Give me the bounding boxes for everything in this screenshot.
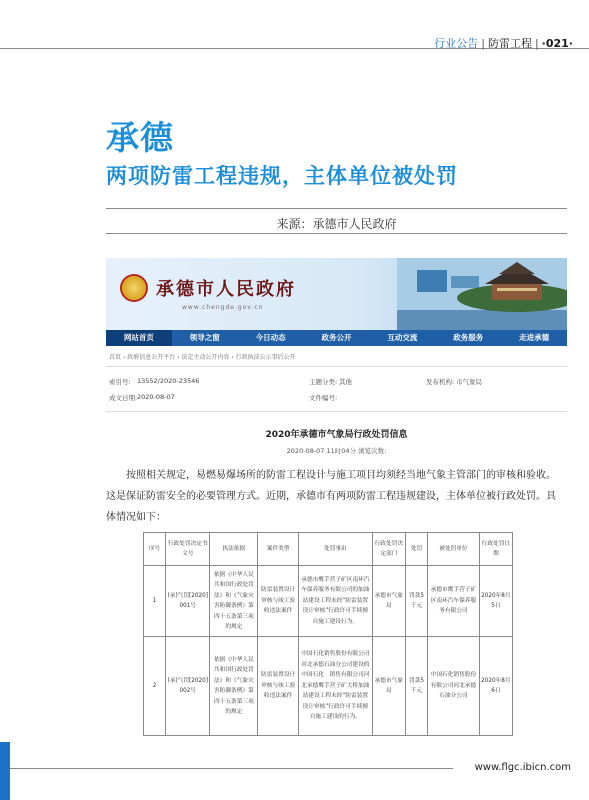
table-row	[144, 637, 513, 736]
site-url: www.chengde.gov.cn	[182, 304, 264, 311]
site-name: 承德市人民政府	[156, 279, 296, 300]
table-cell: 防雷装置设计审核与竣工验收违法案件	[258, 566, 299, 637]
org-value: 市气象局	[456, 378, 482, 386]
table-cell: 中国石化销售股份有限公司河北承德石油分公司	[428, 637, 480, 736]
table-cell: 2	[144, 637, 166, 736]
nav-item-interaction[interactable]: 互动交流	[387, 333, 418, 342]
table-cell: 承德市气象局	[372, 566, 405, 637]
article-body: 按照相关规定，易燃易爆场所的防雷工程设计与施工项目均须经当地气象主管部门的审核和验收。这是保证防雷安全的必要管理方式。近期，承德市有两项防雷工程违规建设，主体单位被行政处罚。具体情况如下：	[106, 470, 556, 523]
footer-rule	[10, 768, 453, 769]
pavilion-illustration-icon	[397, 258, 567, 330]
meta-rule-bottom	[106, 411, 567, 412]
col-header: 处罚事由	[298, 533, 372, 566]
meta-rule-top	[106, 366, 567, 367]
table-cell: 2020年8月5日	[479, 566, 512, 637]
source-rule-bottom	[106, 233, 567, 234]
site-nav	[106, 330, 567, 346]
col-header: 执法依据	[210, 533, 258, 566]
nav-item-about[interactable]: 走进承德	[519, 333, 550, 342]
topic-label: 主题分类:	[309, 378, 338, 386]
index-value: 13552/2020-23546	[137, 377, 200, 385]
col-header: 行政处罚日期	[479, 533, 512, 566]
running-header: 行业公告 | 防雷工程 | ·021·	[434, 37, 573, 50]
table-cell: 罚款5千元	[405, 566, 427, 637]
table-cell: 承德市气象局	[372, 637, 405, 736]
table-cell: 承德市鹰手营子矿区南环汽车保养服务有限公司的加油站建设工程未经“防雷装置设计审核”行政许可手续擅自施工建设行为。	[298, 566, 372, 637]
table-row	[144, 566, 513, 637]
col-header: 行政处罚决定书文号	[166, 533, 210, 566]
table-cell: 1	[144, 566, 166, 637]
header-category: 行业公告	[434, 37, 479, 50]
doc-label: 文件编号:	[309, 394, 338, 402]
footer-accent-bar	[0, 742, 10, 800]
table-cell: 依据《中华人民共和国行政处罚法》和《气象灾害防御条例》第四十五条第三项的规定	[210, 637, 258, 736]
table-cell: 承德市鹰手营子矿区南环汽车保养服务有限公司	[428, 566, 480, 637]
date-label: 成文日期:	[109, 394, 138, 402]
table-cell: (承)气罚[2020]001号	[166, 566, 210, 637]
article-source: 来源：承德市人民政府	[276, 217, 397, 231]
header-section: 防雷工程	[487, 37, 532, 50]
col-header: 处罚	[405, 533, 427, 566]
penalty-table	[143, 532, 513, 736]
table-cell: 依据《中华人民共和国行政处罚法》和《气象灾害防御条例》第四十五条第三项的规定	[210, 566, 258, 637]
breadcrumb[interactable]: 首页 › 政府信息公开平台 › 法定主动公开内容 › 行政执法公示事后公开	[109, 354, 296, 361]
table-cell: 防雷装置设计审核与竣工验收违法案件	[258, 637, 299, 736]
national-emblem-icon	[120, 274, 148, 302]
org-label: 发布机构:	[426, 378, 455, 386]
col-header: 被处罚单位	[428, 533, 480, 566]
nav-item-services[interactable]: 政务服务	[453, 333, 484, 342]
nav-item-leaders[interactable]: 领导之窗	[189, 333, 220, 342]
index-label: 索引号:	[109, 378, 131, 386]
table-header-row	[144, 533, 513, 566]
nav-item-public-affairs[interactable]: 政务公开	[321, 333, 352, 342]
page-subtitle: 两项防雷工程违规，主体单位被处罚	[106, 164, 458, 188]
nav-item-news[interactable]: 今日动态	[255, 333, 286, 342]
table-cell: 罚款5千元	[405, 637, 427, 736]
table-cell: 2020年8月6日	[479, 637, 512, 736]
col-header: 案件类型	[258, 533, 299, 566]
source-rule-top	[106, 208, 567, 209]
col-header: 序号	[144, 533, 166, 566]
nav-item-home[interactable]: 网站首页	[106, 330, 172, 346]
article-title: 2020年承德市气象局行政处罚信息	[265, 430, 408, 440]
page-number: ·021·	[541, 37, 573, 50]
table-cell: (承)气罚[2020]002号	[166, 637, 210, 736]
article-date: 2020-08-07 11时04分 浏览次数:	[286, 447, 387, 455]
site-banner	[106, 258, 567, 330]
table-cell: 中国石化销售股份有限公司河北承德石油分公司建设的中国石化 销售有限公司河北承德鹰手营子矿大桥加油站建设工程未经“防雷装置设计审核”行政许可手续擅自施工建设的行为。	[298, 637, 372, 736]
col-header: 行政处罚决定部门	[372, 533, 405, 566]
page-title: 承德	[106, 118, 174, 157]
topic-value: 其他	[339, 378, 352, 386]
date-value: 2020-08-07	[137, 393, 175, 401]
footer-url: www.flgc.ibicn.com	[474, 762, 571, 773]
